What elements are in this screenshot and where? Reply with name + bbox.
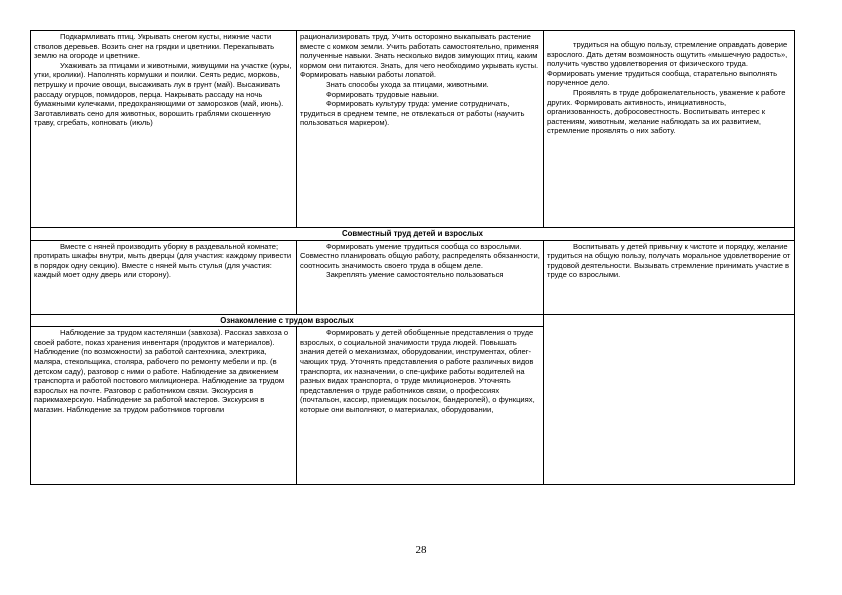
row2-col2-cell	[297, 240, 544, 314]
section-header-row	[31, 314, 795, 327]
cell-paragraph: Знать способы ухода за птицами, животными.	[326, 79, 489, 89]
section-header-adult-work: Ознакомление с трудом взрослых	[31, 314, 544, 327]
section-header-row	[31, 228, 795, 241]
page-number: 28	[415, 544, 427, 556]
cell-paragraph: Вместе с няней производить уборку в раздевальной комнате; протирать шкафы внутри, мыть дверцы (для участия: каждому привести в порядок одну секцию). Вместе с няней мыть стулья (для участия: каждый моет одну дверь или сторону).	[34, 241, 292, 280]
cell-paragraph: рационализировать труд. Учить осторожно выкапывать растение вместе с комком земли. Учить работать самостоятельно, применяя полученные навыки. Знать несколько видов зимующих птиц, каким кормом они питаются. Знать, для чего необходимо укрывать кусты. Формировать навыки работы лопатой.	[300, 32, 539, 80]
cell-paragraph: Формировать умение трудиться сообща со взрослыми. Совместно планировать общую работу, распределять обязанности, соотносить значимость своего труда в общем деле.	[300, 241, 540, 270]
cell-paragraph: Закреплять умение самостоятельно пользоваться	[326, 270, 504, 280]
row2-col1-cell	[31, 240, 297, 314]
cell-paragraph: Ухаживать за птицами и животными, живущими на участке (куры, утки, кролики). Наполнять кормушки и поилки. Сеять редис, морковь, петрушку и прочие овощи, высаживать лук в грунт (май). Высаживать рассаду огурцов, помидоров, перца. Накрывать рассаду на ночь бумажными кулечками, предохраняющими от заморозков (май, июнь). Заготавливать сено для животных, ворошить граблями скошенную траву, сгребать, копновать (июль)	[34, 60, 292, 128]
table-row	[31, 327, 795, 485]
cell-paragraph: Воспитывать у детей привычку к чистоте и порядку, желание трудиться на общую пользу, получать моральное удовлетворение от трудовой деятельности. Вызывать стремление принимать участие в труде со взрослыми.	[547, 241, 791, 280]
row1-col2-cell	[297, 31, 544, 228]
row3-col3-cell	[544, 327, 795, 485]
cell-paragraph: Формировать у детей обобщенные представления о труде взрослых, о социальной значимости труда людей. Повышать знания детей о механизмах, оборудовании, инструментах, облег-чающих труд. Уточнять представления о работе различных видов транспорта, их назначении, о спе-цифике работы водителей на разных видах транспорта, о труде милиционеров. Уточнять представления о труде работников связи, о профессиях (почтальон, кассир, приемщик посылок, бандеролей), о функциях, которые они выполняют, о материалах, оборудовании,	[300, 328, 535, 414]
table-row	[31, 240, 795, 314]
cell-paragraph: Наблюдение за трудом кастелянши (завхоза). Рассказ завхоза о своей работе, показ хранения инвентаря (продуктов и материалов). Наблюдение (по возможности) за работой сантехника, электрика, маляра, стекольщика, столяра, рабочего по ремонту мебели и пр. (в детском саду), разговор с ними о работе. Наблюдение за движением транспорта и работой постового милиционера. Наблюдение за трудом взрослых на почте. Разговор с работником связи. Экскурсия в парикмахерскую. Наблюдение за работой мастеров. Экскурсия в магазин. Наблюдение за трудом работников торговли	[34, 328, 289, 414]
table-row	[31, 31, 795, 228]
section-header-empty-cell	[544, 314, 795, 327]
work-plan-table	[30, 30, 795, 485]
row3-col2-cell	[297, 327, 544, 485]
row1-col1-cell	[31, 31, 297, 228]
cell-paragraph: Формировать трудовые навыки.	[326, 89, 439, 99]
row1-col3-cell	[544, 31, 795, 228]
row2-col3-cell	[544, 240, 795, 314]
cell-paragraph: Формировать культуру труда: умение сотрудничать, трудиться в среднем темпе, не отвлекаться от работы (научить пользоваться маркером).	[300, 99, 525, 128]
cell-paragraph: Подкармливать птиц. Укрывать снегом кусты, нижние части стволов деревьев. Возить снег на грядки и цветники. Перекапывать землю на огороде и цветнике.	[34, 32, 275, 61]
section-header-joint-work: Совместный труд детей и взрослых	[31, 228, 795, 241]
cell-paragraph: Проявлять в труде доброжелательность, уважение к работе других. Формировать активность, инициативность, организованность, добросовестность. Воспитывать интерес к растениям, животным, желание наблюдать за их развитием, стремление проявлять о них заботу.	[547, 87, 786, 136]
cell-paragraph: трудиться на общую пользу, стремление оправдать доверие взрослого. Дать детям возможность ощутить «мышечную радость», получить чувство удовлетворения от физического труда. Формировать умение трудиться сообща, старательно выполнять порученное дело.	[547, 40, 788, 88]
row3-col1-cell	[31, 327, 297, 485]
